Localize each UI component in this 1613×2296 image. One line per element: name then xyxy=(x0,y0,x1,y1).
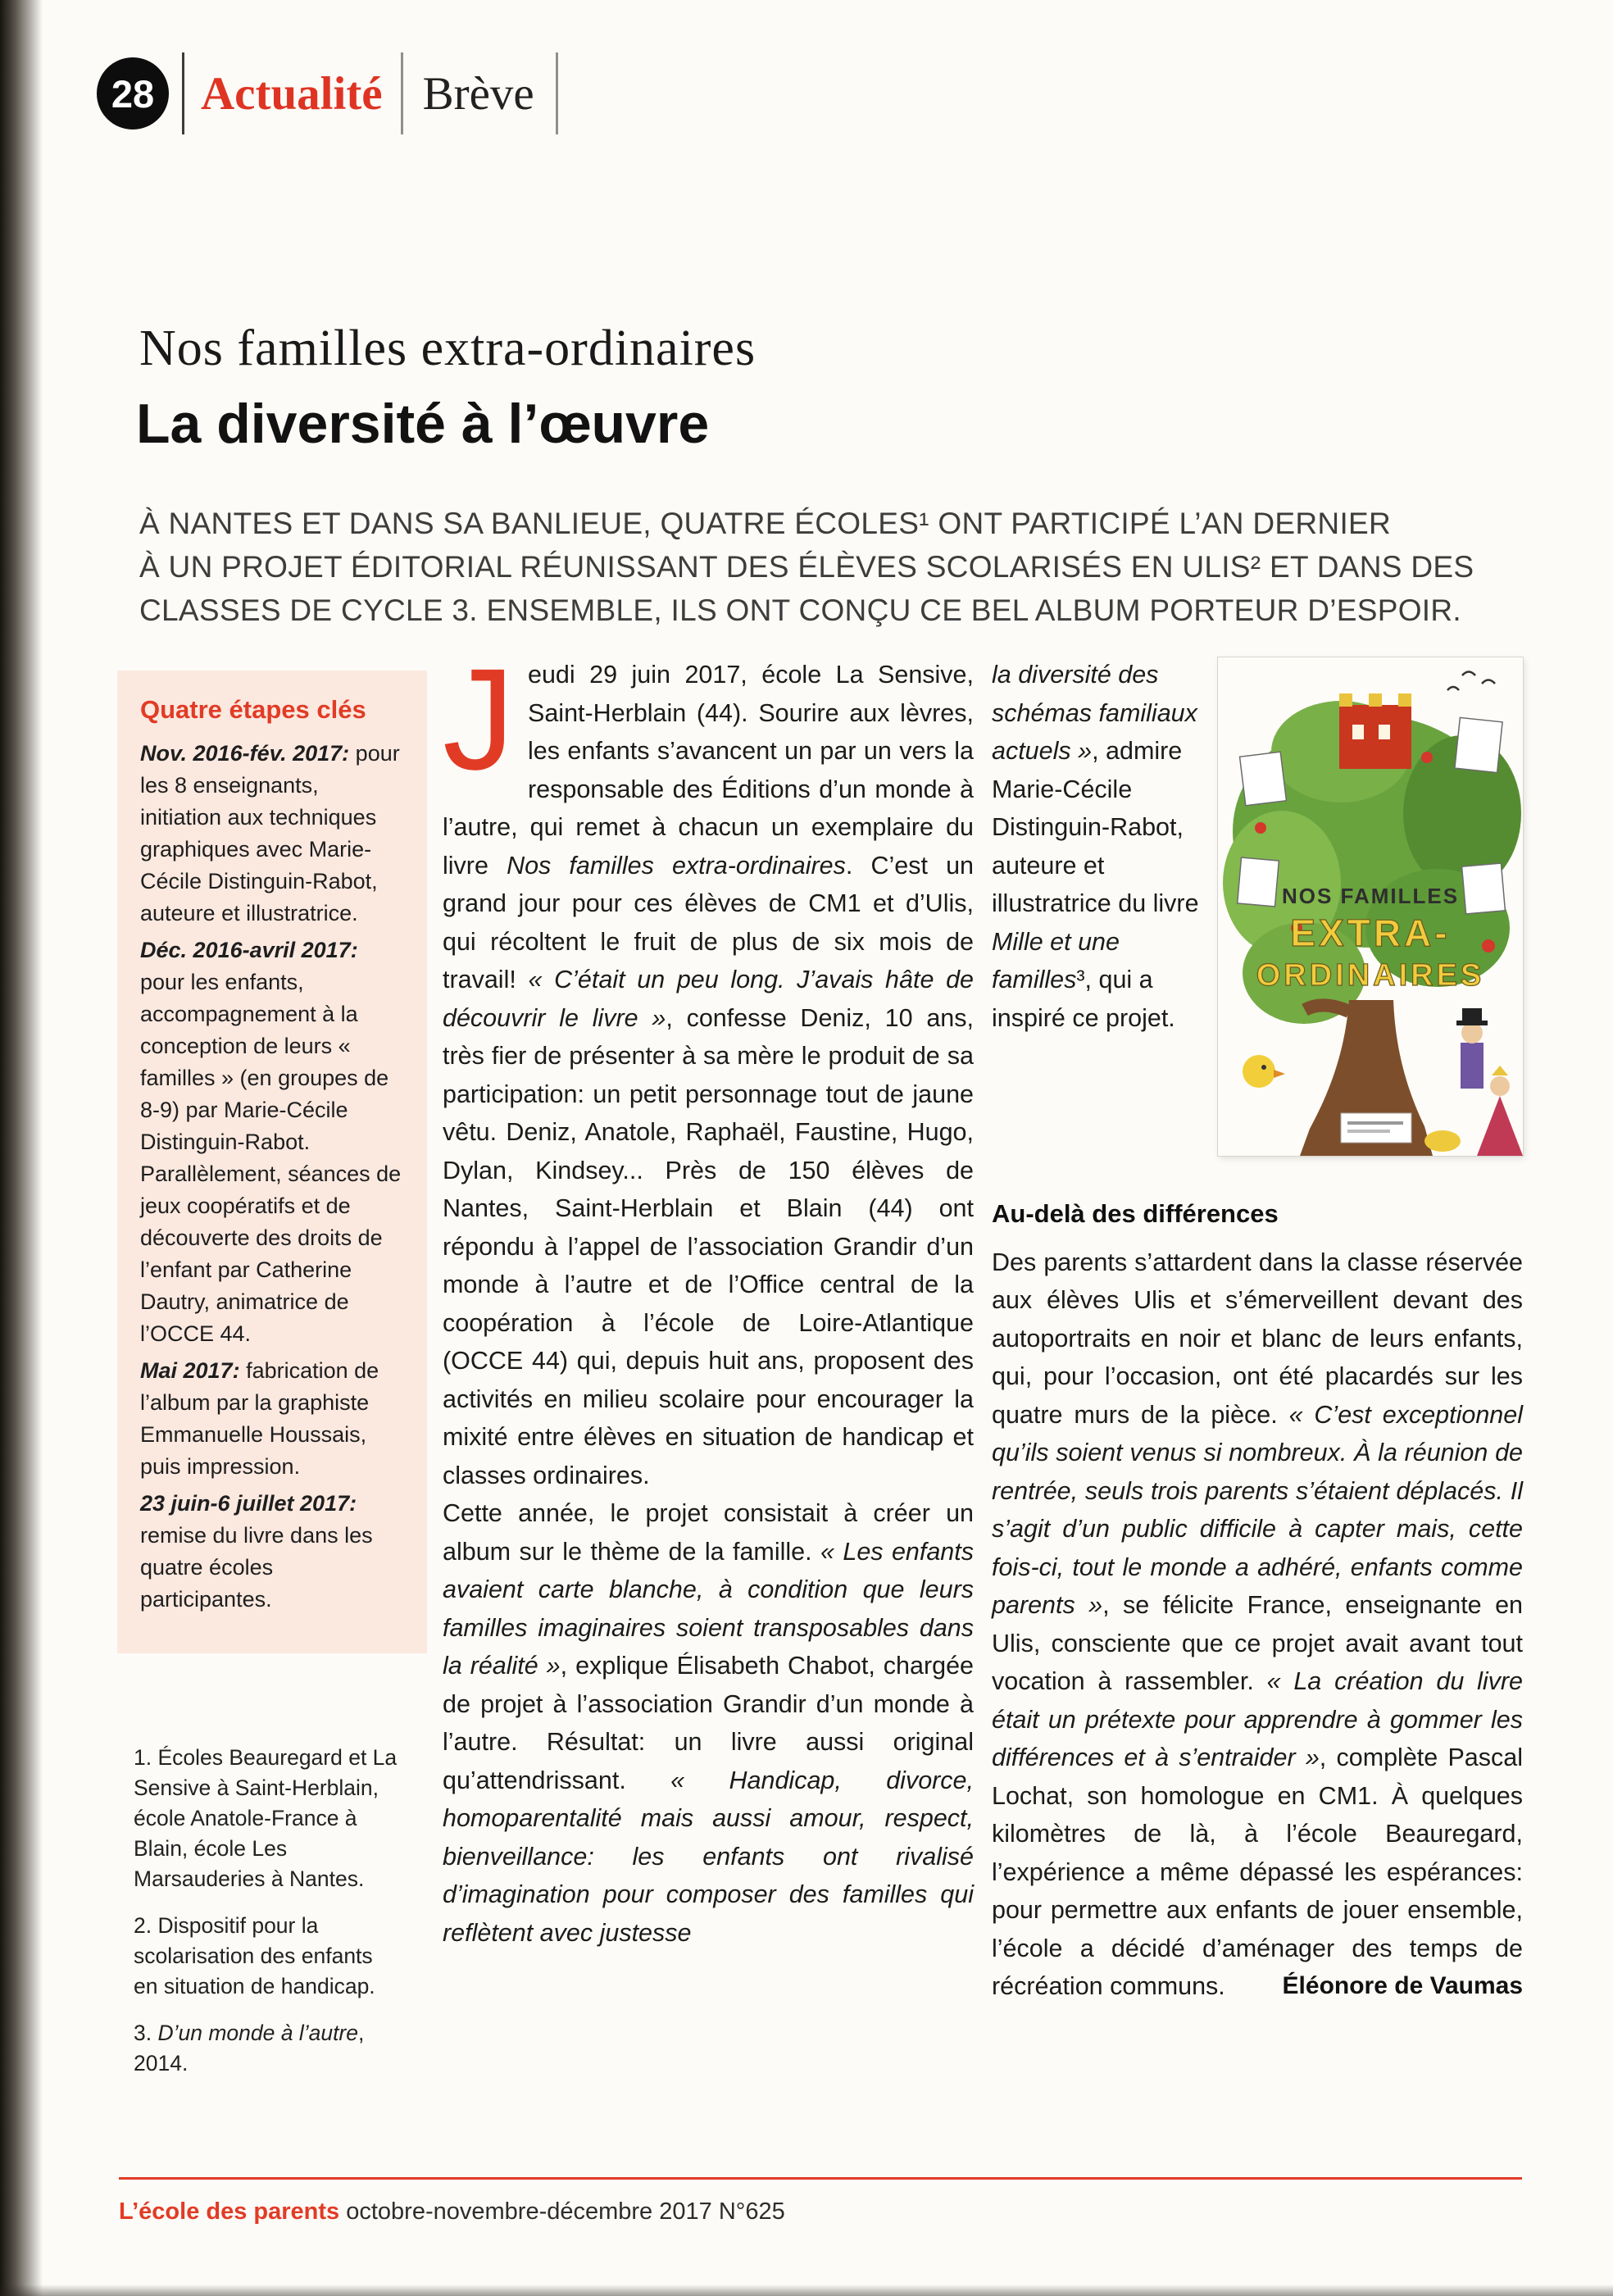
footer xyxy=(119,2198,785,2226)
sidebar-paragraph: 23 juin-6 juillet 2017: remise du livre dans les quatre écoles participantes. xyxy=(140,1491,373,1612)
section-subhead: Au-delà des différences xyxy=(992,1199,1279,1228)
paragraph: Cette année, le projet consistait à créer un album sur le thème de la famille. « Les enfants avaient carte blanche, à condition que leurs familles imaginaires soient transposables dans la réalité », explique Élisabeth Chabot, chargée de projet à l’association Grandir d’un monde à l’autre. Résultat: un livre aussi original qu’attendrissant. « Handicap, divorce, homoparentalité mais aussi amour, respect, bienveillance: les enfants ont rivalisé d’imagination pour composer des familles qui reflètent avec justesse xyxy=(443,1499,974,1947)
sidebar-paragraph: Nov. 2016-fév. 2017: pour les 8 enseignants, initiation aux techniques graphiques avec Marie-Cécile Distinguin-Rabot, auteure et illustratrice. xyxy=(140,741,400,925)
publisher-label xyxy=(1341,1113,1411,1143)
scan-edge-left xyxy=(0,0,43,2296)
scan-edge-bottom xyxy=(0,2285,1613,2296)
sidebar-paragraph: Mai 2017: fabrication de l’album par la graphiste Emmanuelle Houssais, puis impression. xyxy=(140,1358,379,1479)
lede-line: À UN PROJET ÉDITORIAL RÉUNISSANT DES ÉLÈVES SCOLARISÉS EN ULIS² ET DANS DES xyxy=(139,550,1474,584)
sidebar-title: Quatre étapes clés xyxy=(140,695,366,724)
magazine-name: L’école des parents xyxy=(119,2198,340,2225)
footnote: 1. Écoles Beauregard et La Sensive à Saint-Herblain, école Anatole-France à Blain, école Les Marsauderies à Nantes. xyxy=(134,1745,398,1891)
footnotes xyxy=(134,1743,398,2095)
article-lede xyxy=(139,502,1474,632)
article-title: La diversité à l’œuvre xyxy=(136,393,710,455)
castle xyxy=(1339,693,1411,769)
paragraph: la diversité des schémas familiaux actuels », admire Marie-Cécile Distinguin-Rabot, auteure et illustratrice du livre Mille et une familles³, qui a inspiré ce projet. xyxy=(992,661,1199,1032)
footnote: 2. Dispositif pour la scolarisation des enfants en situation de handicap. xyxy=(134,1913,375,1998)
byline: Éléonore de Vaumas xyxy=(1282,1972,1523,1999)
paragraph: Jeudi 29 juin 2017, école La Sensive, Saint-Herblain (44). Sourire aux lèvres, les enfants s’avancent un par un vers la responsable des Éditions d’un monde à l’autre, qui remet à chacun un exemplaire du livre Nos familles extra-ordinaires. C’est un grand jour pour ces élèves de CM1 et d’Ulis, qui récoltent le fruit de plus de six mois de travail! « C’était un peu long. J’avais hâte de découvrir le livre », confesse Deniz, 10 ans, très fier de présenter à sa mère le produit de sa participation: un petit personnage tout de jaune vêtu. Deniz, Anatole, Raphaël, Faustine, Hugo, Dylan, Kindsey... Près de 150 élèves de Nantes, Saint-Herblain et Blain (44) ont répondu à l’appel de l’association Grandir d’un monde à l’autre et de l’Office central de la coopération à l’école de Loire-Atlantique (OCCE 44) qui, depuis huit ans, proposent des activités en milieu scolaire pour encourager la mixité entre élèves en situation de handicap et classes ordinaires. xyxy=(443,639,974,1489)
header-separator xyxy=(182,52,184,134)
page-number: 28 xyxy=(111,71,155,116)
book-cover-illustration xyxy=(1218,657,1523,1156)
page-number-badge xyxy=(97,57,169,130)
header-separator xyxy=(556,52,558,134)
sidebar-box xyxy=(117,671,427,1653)
cover-title-bottom: ORDINAIRES xyxy=(1256,958,1485,993)
paragraph: Des parents s’attardent dans la classe réservée aux élèves Ulis et s’émerveillent devant des autoportraits en noir et blanc de leurs enfants, qui, pour l’occasion, ont été placardés sur les quatre murs de la pièce. « C’est exceptionnel qu’ils soient venus si nombreux. À la réunion de rentrée, seuls trois parents s’étaient déplacés. Il s’agit d’un public difficile à capter mais, cette fois-ci, tout le monde a adhéré, enfants comme parents », se félicite France, enseignante en Ulis, consciente que ce projet avait avant tout vocation à rassembler. « La création du livre était un prétexte pour apprendre à gommer les différences et à s’entraider », complète Pascal Lochat, son homologue en CM1. À quelques kilomètres de là, à l’école Beauregard, l’expérience a même dépassé les espérances: pour permettre aux enfants de jouer ensemble, l’école a décidé d’aménager des temps de récréation communs. xyxy=(992,1248,1524,2000)
article-column-right xyxy=(992,656,1523,2006)
yellow-bird xyxy=(1424,1130,1461,1152)
cover-title-mid: EXTRA- xyxy=(1290,912,1451,954)
cover-title-top: NOS FAMILLES xyxy=(1281,884,1460,908)
lede-line: CLASSES DE CYCLE 3. ENSEMBLE, ILS ONT CONÇU CE BEL ALBUM PORTEUR D’ESPOIR. xyxy=(139,593,1461,627)
header-separator xyxy=(401,52,403,134)
section-label: Actualité xyxy=(201,67,383,120)
footer-rule xyxy=(119,2177,1522,2180)
article-kicker: Nos familles extra-ordinaires xyxy=(139,321,757,376)
footnote: 3. D’un monde à l’autre, 2014. xyxy=(134,2021,365,2075)
sidebar-paragraph: Déc. 2016-avril 2017: pour les enfants, accompagnement à la conception de leurs « familles » (en groupes de 8-9) par Marie-Cécile Distinguin-Rabot. Parallèlement, séances de jeux coopératifs et de découverte des droits de l’enfant par Catherine Dautry, animatrice de l’OCCE 44. xyxy=(140,938,402,1346)
book-cover xyxy=(1218,657,1523,1156)
page-header xyxy=(97,49,558,138)
lede-line: À NANTES ET DANS SA BANLIEUE, QUATRE ÉCOLES¹ ONT PARTICIPÉ L’AN DERNIER xyxy=(139,507,1392,540)
issue-info: octobre-novembre-décembre 2017 N°625 xyxy=(339,2198,785,2225)
article-column-main xyxy=(443,639,974,1952)
subsection-label: Brève xyxy=(422,67,534,120)
drop-cap: J xyxy=(443,639,515,800)
